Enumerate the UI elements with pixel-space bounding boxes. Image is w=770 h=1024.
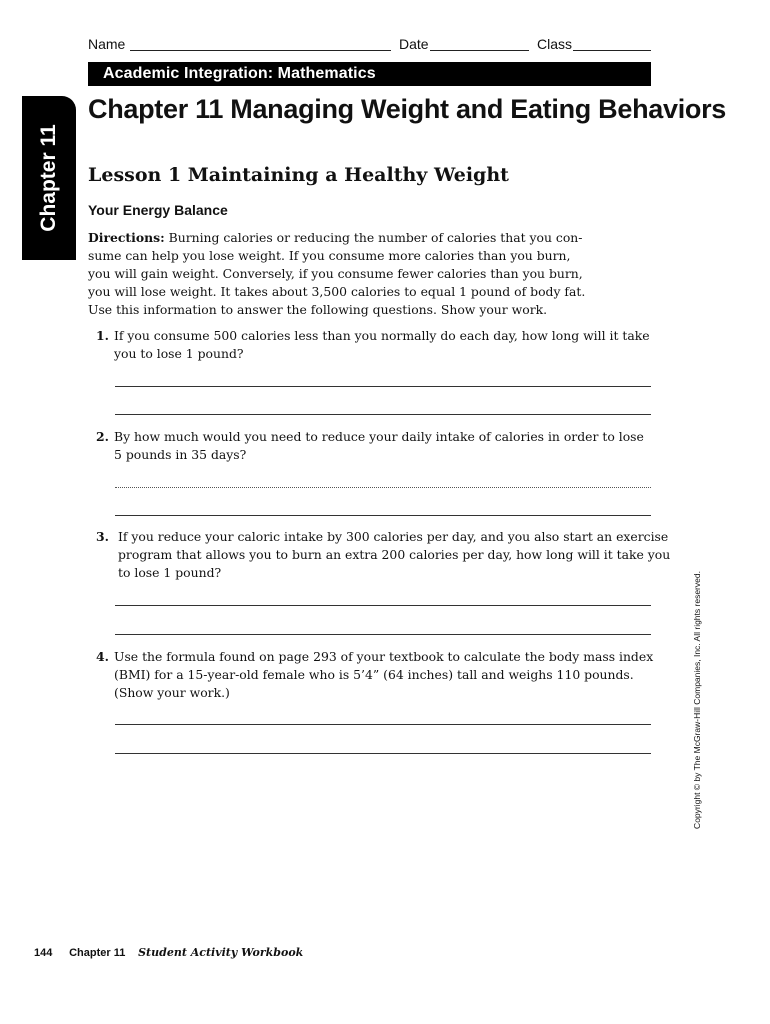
footer-workbook-title: Student Activity Workbook	[138, 946, 304, 959]
answer-line[interactable]	[115, 605, 651, 606]
question-text: (Show your work.)	[114, 685, 230, 700]
chapter-side-tab	[22, 96, 76, 260]
date-label: Date	[399, 36, 429, 52]
directions-line: sume can help you lose weight. If you consume more calories than you burn,	[88, 248, 571, 263]
directions-line: Use this information to answer the following questions. Show your work.	[88, 302, 548, 317]
question-text: By how much would you need to reduce your daily intake of calories in order to lose	[114, 429, 644, 444]
section-title: Your Energy Balance	[88, 202, 228, 218]
question-number: 3.	[96, 529, 109, 544]
answer-line[interactable]	[115, 724, 651, 725]
answer-line[interactable]	[115, 634, 651, 635]
student-info-header	[88, 36, 651, 54]
copyright-notice: Copyright © by The McGraw-Hill Companies, Inc. All rights reserved.	[692, 571, 702, 829]
chapter-title: Chapter 11 Managing Weight and Eating Behaviors	[88, 94, 727, 124]
question-text: If you consume 500 calories less than you normally do each day, how long will it take	[114, 328, 650, 343]
lesson-title: Lesson 1 Maintaining a Healthy Weight	[88, 164, 509, 186]
question-text: 5 pounds in 35 days?	[114, 447, 247, 462]
date-field[interactable]	[430, 50, 529, 51]
answer-line[interactable]	[115, 753, 651, 754]
directions-label: Directions:	[88, 230, 165, 245]
subject-banner: Academic Integration: Mathematics	[88, 62, 651, 86]
question-text: to lose 1 pound?	[118, 565, 222, 580]
question-number: 2.	[96, 429, 109, 444]
footer-chapter: Chapter 11	[69, 947, 126, 959]
question-number: 4.	[96, 649, 109, 664]
answer-line[interactable]	[115, 386, 651, 387]
question-text: Use the formula found on page 293 of your textbook to calculate the body mass index	[114, 649, 654, 664]
question-text: If you reduce your caloric intake by 300 calories per day, and you also start an exercise	[118, 529, 669, 544]
question-text: program that allows you to burn an extra 200 calories per day, how long will it take you	[118, 547, 671, 562]
answer-line[interactable]	[115, 414, 651, 415]
directions-line: you will gain weight. Conversely, if you consume fewer calories than you burn,	[88, 266, 583, 281]
answer-line[interactable]	[115, 487, 651, 488]
question-number: 1.	[96, 328, 109, 343]
directions-line: you will lose weight. It takes about 3,500 calories to equal 1 pound of body fat.	[88, 284, 586, 299]
name-field[interactable]	[130, 50, 391, 51]
question-text: you to lose 1 pound?	[114, 346, 244, 361]
class-label: Class	[537, 36, 573, 52]
question-text: (BMI) for a 15-year-old female who is 5’4” (64 inches) tall and weighs 110 pounds.	[114, 667, 634, 682]
page-number: 144	[34, 947, 53, 959]
name-label: Name	[88, 36, 126, 52]
class-field[interactable]	[573, 50, 651, 51]
directions	[88, 229, 586, 319]
directions-line: Burning calories or reducing the number of calories that you con-	[164, 230, 583, 245]
chapter-side-tab-label: Chapter 11	[37, 124, 60, 232]
page-footer	[34, 946, 303, 959]
answer-line[interactable]	[115, 515, 651, 516]
